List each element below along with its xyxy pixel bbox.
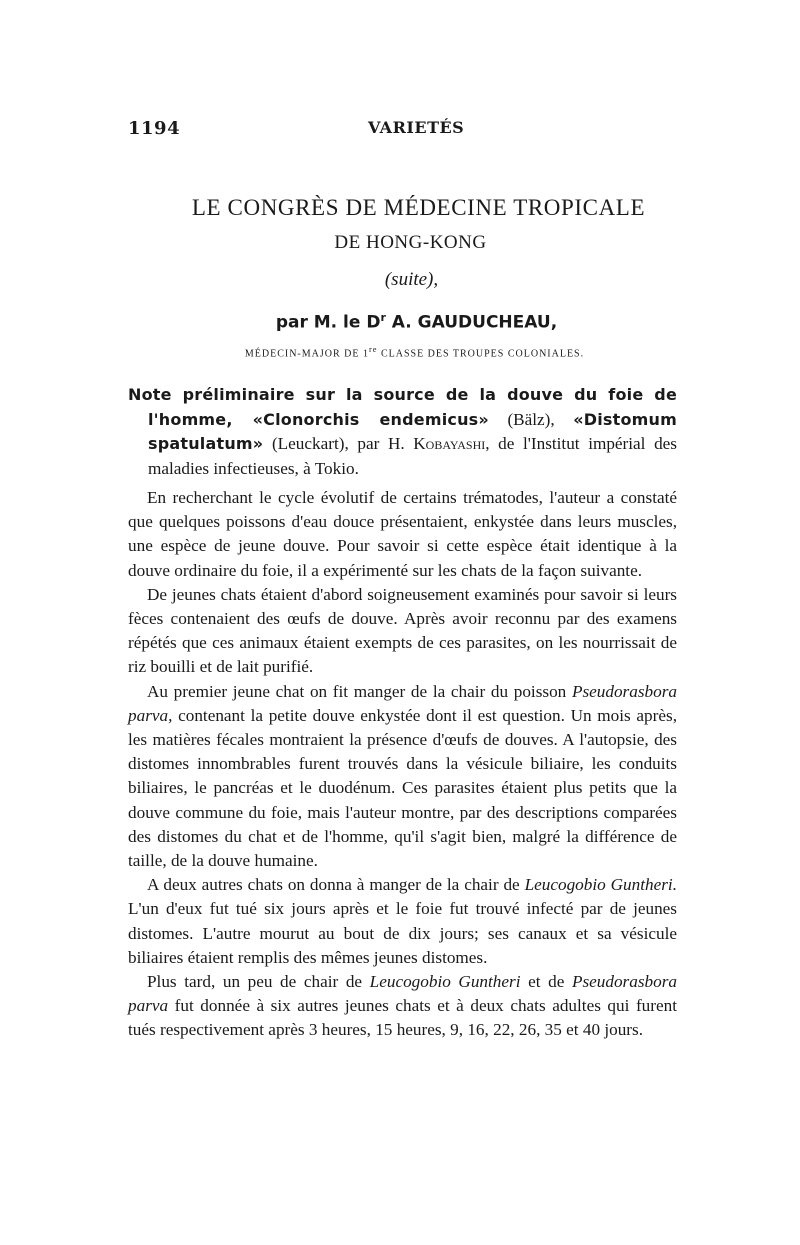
- paragraph-2: De jeunes chats étaient d'abord soigneusement examinés pour savoir si leurs fèces contenaient des œufs de douve. Après avoir reconnu par des examens répétés que ces animaux étaient exempts de ces parasites, on les nourrissait de riz bouilli et de lait purifié.: [128, 584, 677, 677]
- paragraph-3-b: contenant la petite douve enkystée dont il est question. Un mois après, les matières fécales montraient la présence d'œufs de douves. A l'autopsie, des distomes innombrables furent trouvés dans la vésicule biliaire, les conduits biliaires, le pancréas et le duodénum. Ces parasites étaient plus petits que la douve commune du foie, mais l'auteur montre, par des descriptions comparées des distomes du chat et de l'homme, qu'il s'agit bien, malgré la différence de taille, de la douve humaine.: [128, 705, 677, 871]
- section-title: VARIETÉS: [368, 118, 465, 137]
- note-bold-1: Note préliminaire sur la source de la douve du foie de l'homme, «Clonorchis endemicus»: [128, 385, 677, 429]
- author-affiliation: [154, 343, 675, 361]
- note-heading: [128, 383, 677, 481]
- running-head: [128, 118, 675, 144]
- paragraph-3: [128, 680, 677, 874]
- paragraph-4-b: L'un d'eux fut tué six jours après et le foie fut trouvé infecté par de jeunes distomes. L'autre mourut au bout de dix jours; ses canaux et sa vésicule biliaires étaient remplis des mêmes jeunes distomes.: [128, 899, 677, 967]
- note-text-1: (Bälz),: [488, 409, 574, 429]
- paragraph-4: [128, 873, 677, 970]
- note-bold-2: «Distomum spatulatum»: [148, 409, 677, 454]
- paragraph-1: En recherchant le cycle évolutif de certains trématodes, l'auteur a constaté que quelques poissons d'eau douce présentaient, enkystée dans leurs muscles, une espèce de jeune douve. Pour savoir si cette espèce était identique à la douve ordinaire du foie, il a expérimenté sur les chats de la façon suivante.: [128, 488, 677, 580]
- affiliation-sup: re: [368, 344, 378, 354]
- note-text-3: , de l'Institut impérial des maladies infectieuses, à Tokio.: [148, 434, 677, 478]
- article-title-block: [128, 193, 675, 361]
- affiliation-pre: MÉDECIN-MAJOR DE 1: [244, 347, 369, 359]
- page-number: 1194: [128, 118, 181, 139]
- article-author: [158, 307, 675, 334]
- note-heading-block: [128, 383, 677, 481]
- affiliation-post: CLASSE DES TROUPES COLONIALES.: [377, 347, 585, 359]
- author-sup: r: [380, 311, 386, 324]
- paragraph-5-b: et de: [520, 972, 572, 992]
- article-body: [128, 486, 677, 1043]
- paragraph-4-a: A deux autres chats on donna à manger de la chair de: [147, 875, 525, 895]
- article-title-line1: LE CONGRÈS DE MÉDECINE TROPICALE: [191, 195, 646, 220]
- article-title-line2: DE HONG-KONG: [334, 232, 487, 253]
- paragraph-3-a: Au premier jeune chat on fit manger de la chair du poisson: [147, 681, 572, 701]
- paragraph-5-c: fut donnée à six autres jeunes chats et à deux chats adultes qui furent tués respectivement après 3 heures, 15 heures, 9, 16, 22, 26, 35 et 40 jours.: [128, 996, 677, 1040]
- paragraph-5-species-1: Leucogobio Guntheri: [369, 972, 521, 992]
- paragraph-3-species: Pseudorasbora parva,: [128, 681, 677, 725]
- article-suite: (suite),: [384, 269, 439, 290]
- paragraph-5-a: Plus tard, un peu de chair de: [147, 972, 370, 992]
- author-prefix: par M. le D: [275, 312, 381, 333]
- paragraph-4-species: Leucogobio Guntheri.: [524, 875, 677, 895]
- author-name: A. GAUDUCHEAU,: [385, 312, 558, 333]
- paragraph-5-species-2: Pseudorasbora parva: [128, 972, 677, 1016]
- note-author: Kobayashi: [413, 434, 486, 454]
- paragraph-5: [128, 970, 677, 1043]
- note-text-2: (Leuckart), par H.: [263, 434, 414, 454]
